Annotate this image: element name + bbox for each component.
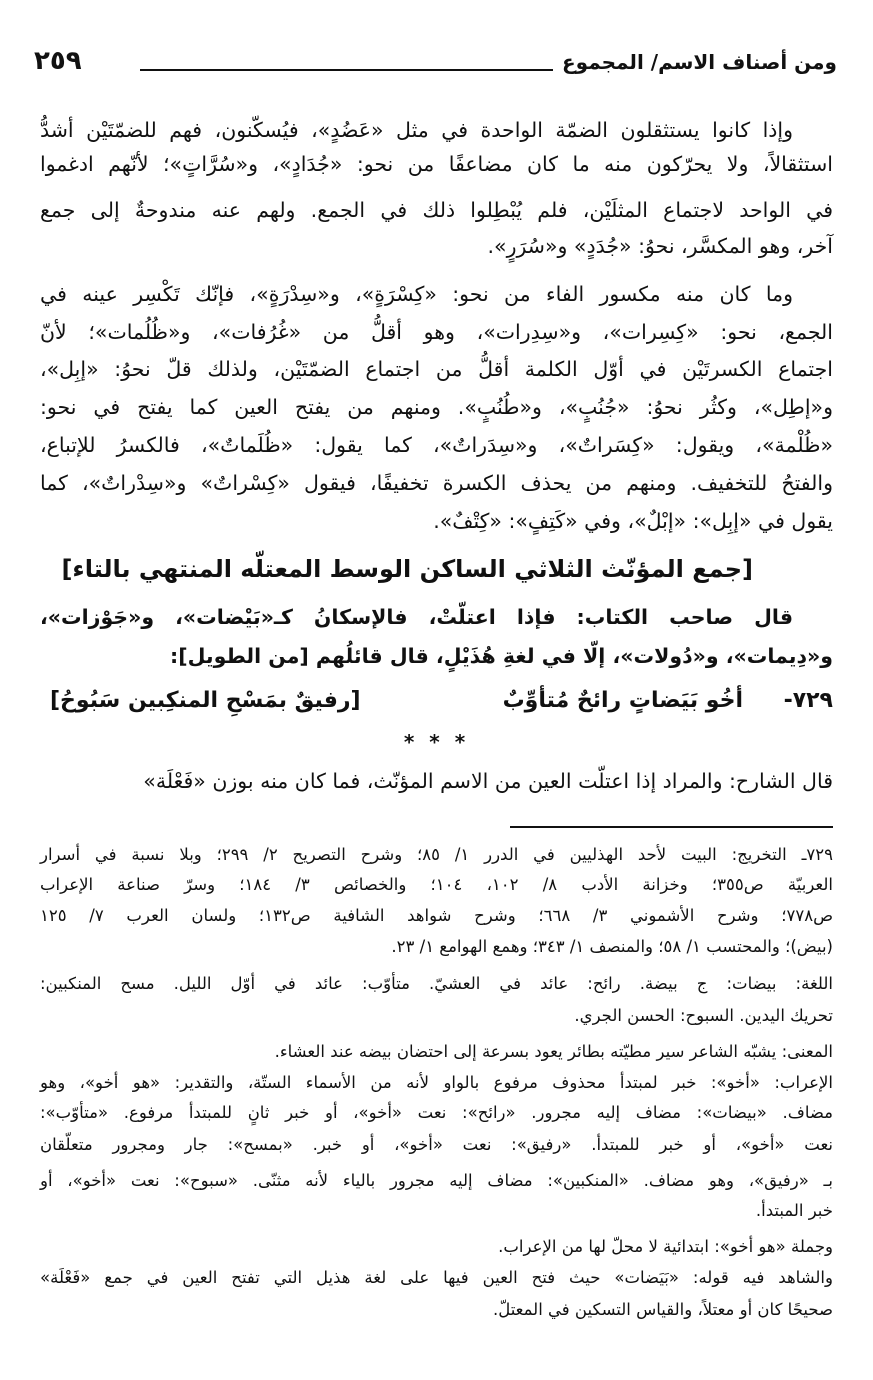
text-line: والفتحُ للتخفيف. ومنهم من يحذف الكسرة تخفيفًا، فيقول «كِسْراتٌ» و«سِدْراتٌ»، كما xyxy=(40,471,833,495)
text-line: يقول في «إبِل»: «إبْلٌ»، وفي «كَتِفٍ»: «كِتْفٌ». xyxy=(433,509,833,533)
footnote-line: المعنى: يشبّه الشاعر سير مطيّته بطائر يعود بسرعة إلى احتضان بيضه عند العشاء. xyxy=(274,1042,833,1061)
footnote-line: اللغة: بيضات: ج بيضة. رائح: عائد في العشيّ. متأوّب: عائد في أوّل الليل. مسح المنكبين: xyxy=(40,974,833,993)
footnote-line: وجملة «هو أخو»: ابتدائية لا محلّ لها من الإعراب. xyxy=(498,1237,833,1256)
running-title: ومن أصناف الاسم/ المجموع xyxy=(562,50,837,74)
text-line: في الواحد لاجتماع المثلَيْن، فلم يُبْطِلوا ذلك في الجمع. ولهم عنه مندوحةٌ إلى جمع xyxy=(40,198,833,222)
footnote-line: والشاهد فيه قوله: «بَيَضات» حيث فتح العين فيها على لغة هذيل التي تفتح العين في جمع «فَعْلَة» xyxy=(40,1268,833,1287)
verse-line xyxy=(40,686,833,726)
text-line: اجتماع الكسرتَيْن في أوّل الكلمة أقلُّ من اجتماع الضمّتَيْن، ولذلك قلّ نحوُ: «إبِل»، xyxy=(40,357,833,381)
footnote-line: تحريك اليدين. السبوح: الحسن الجري. xyxy=(574,1006,833,1025)
page-header xyxy=(28,44,845,84)
text-line: «ظُلْمة»، ويقول: «كِسَراتٌ»، و«سِدَراتٌ»، كما يقول: «ظُلَماتٌ»، فالكسرُ للإتباع، xyxy=(40,433,833,457)
text-line: استثقالاً، ولا يحرّكون منه ما كان مضاعفًا من نحو: «جُدَادٍ»، و«سُرَّاتٍ»؛ لأنّهم ادغموا xyxy=(40,152,833,176)
separator-stars: * * * xyxy=(403,730,470,754)
section-heading: [جمع المؤنّث الثلاثي الساكن الوسط المعتلّه المنتهي بالتاء] xyxy=(61,555,753,583)
footnote-rule xyxy=(510,826,833,828)
footnote-line: ٧٢٩ـ التخريج: البيت لأحد الهذليين في الدرر ١/ ٨٥؛ وشرح التصريح ٢/ ٢٩٩؛ وبلا نسبة في أسرار xyxy=(40,845,833,864)
text-line: و«دِيمات»، و«دُولات»، إلّا في لغةِ هُذَيْلٍ، قال قائلُهم [من الطويل]: xyxy=(170,644,833,668)
footnote-line: نعت «أخو»، أو خبر للمبتدأ. «رفيق»: نعت «أخو»، أو خبر. «بمسح»: جار ومجرور متعلّقان xyxy=(40,1135,833,1154)
footnote-line: بـ «رفيق»، وهو مضاف. «المنكبين»: مضاف إليه مجرور بالياء لأنه مثنّى. «سبوح»: نعت «أخو»، أو xyxy=(40,1171,833,1190)
verse-number: ٧٢٩- xyxy=(783,688,833,713)
footnote-line: (بيض)؛ والمحتسب ١/ ٥٨؛ والمنصف ١/ ٣٤٣؛ وهمع الهوامع ١/ ٢٣. xyxy=(391,937,833,956)
verse-first-hemistich: أخُو بَيَضاتٍ رائحٌ مُتأوِّبٌ xyxy=(502,688,743,713)
footnote-line: الإعراب: «أخو»: خبر لمبتدأ محذوف مرفوع بالواو لأنه من الأسماء الستّة، والتقدير: «هو أخو»، وهو xyxy=(40,1073,833,1092)
footnote-line: خبر المبتدأ. xyxy=(755,1201,833,1220)
header-rule xyxy=(140,69,553,71)
text-line: وإذا كانوا يستثقلون الضمّة الواحدة في مثل «عَضُدٍ»، فيُسكّنون، فهم للضمّتَيْن أشدُّ xyxy=(40,118,793,142)
footnote-line: صحيحًا كان أو معتلاً، والقياس التسكين في المعتلّ. xyxy=(492,1300,833,1319)
footnote-line: ص٧٧٨؛ وشرح الأشموني ٣/ ٦٦٨؛ وشرح شواهد الشافية ص١٣٢؛ ولسان العرب ٧/ ١٢٥ xyxy=(40,906,834,925)
commentary-line: قال الشارح: والمراد إذا اعتلّت العين من الاسم المؤنّث، فما كان منه بوزن «فَعْلَة» xyxy=(143,769,833,793)
text-line: و«إطِل»، وكثُر نحوُ: «جُنُبٍ»، و«طُنُبٍ». ومنهم من يفتح العين كما يفتح في نحو: xyxy=(40,395,833,419)
page-number: ٢٥٩ xyxy=(34,46,82,76)
text-line: وما كان منه مكسور الفاء من نحو: «كِسْرَةٍ»، و«سِدْرَةٍ»، فإنّك تَكْسِر عينه في xyxy=(40,282,793,306)
text-line: قال صاحب الكتاب: فإذا اعتلّتْ، فالإسكانُ كـ«بَيْضات»، و«جَوْزات»، xyxy=(40,605,793,629)
text-line: آخر، وهو المكسَّر، نحوُ: «جُدَدٍ» و«سُرَرٍ». xyxy=(487,234,833,258)
verse-second-hemistich: [رفيقٌ بمَسْحِ المنكِبين سَبُوحُ] xyxy=(50,688,361,713)
footnote-line: العربيّة ص٣٥٥؛ وخزانة الأدب ٨/ ١٠٢، ١٠٤؛ والخصائص ٣/ ١٨٤؛ وسرّ صناعة الإعراب xyxy=(40,875,833,894)
text-line: الجمع، نحو: «كِسِرات»، و«سِدِرات»، وهو أقلُّ من «غُرُفات»، و«ظُلُمات»؛ لأنّ xyxy=(40,320,833,344)
footnote-line: مضاف. «بيضات»: مضاف إليه مجرور. «رائح»: نعت «أخو»، أو خبر ثانٍ للمبتدأ مرفوع. «متأوّب»: xyxy=(40,1103,833,1122)
